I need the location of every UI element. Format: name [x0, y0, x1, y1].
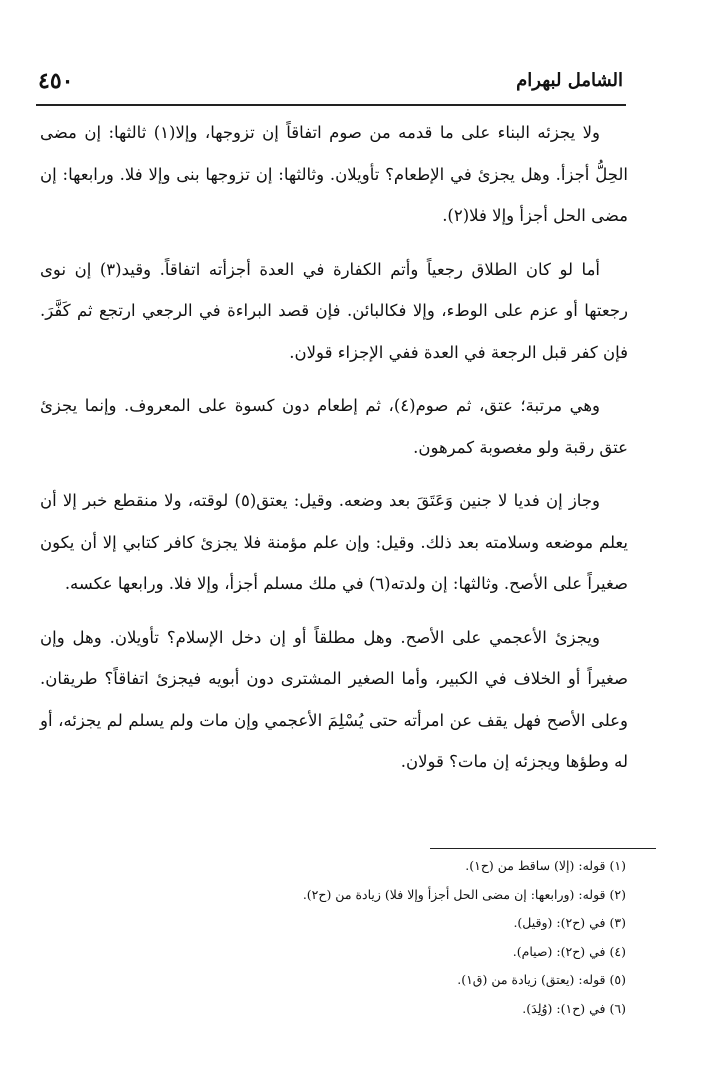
running-header	[38, 62, 623, 102]
paragraph-3: وهي مرتبة؛ عتق، ثم صوم(٤)، ثم إطعام دون كسوة على المعروف. وإنما يجزئ عتق رقبة ولو مغصوبة كمرهون.	[40, 396, 628, 457]
footnote-divider	[430, 848, 656, 849]
footnote-5: (٥) قوله: (يعتق) زيادة من (ق١).	[457, 972, 626, 987]
main-text	[40, 112, 628, 795]
footnote-4: (٤) في (ح٢): (صيام).	[512, 943, 626, 959]
paragraph-4: وجاز إن فديا لا جنين وَعَتَقَ بعد وضعه. وقيل: يعتق(٥) لوقته، ولا منقطع خبر إلا أن يعلم موضعه وسلامته بعد ذلك. وقيل: وإن علم مؤمنة فلا يجزئ كافر كتابي إلا أن يكون صغيراً على الأصح. وثالثها: إن ولدته(٦) في ملك مسلم أجزأ، وإلا فلا. ورابعها عكسه.	[40, 491, 628, 593]
footnote-6: (٦) في (ح١): (وُلِدَ).	[522, 1000, 626, 1016]
footnote-2: (٢) قوله: (ورابعها: إن مضى الحل أجزأ وإلا فلا) زيادة من (ح٢).	[302, 886, 626, 902]
paragraph-1: ولا يجزئه البناء على ما قدمه من صوم اتفاقاً إن تزوجها، وإلا(١) ثالثها: إن مضى الحِلُّ أجزأ. وهل يجزئ في الإطعام؟ تأويلان. وثالثها: إن تزوجها بنى وإلا فلا. ورابعها: إن مضى الحل أجزأ وإلا فلا(٢).	[40, 123, 628, 225]
header-divider	[36, 104, 626, 106]
book-title: الشامل لبهرام	[516, 70, 623, 91]
footnotes	[40, 852, 626, 1023]
paragraph-2: أما لو كان الطلاق رجعياً وأتم الكفارة في العدة أجزأته اتفاقاً. وقيد(٣) إن نوى رجعتها أو عزم على الوطء، وإلا فكالبائن. فإن قصد البراءة في الرجعي ارتجع ثم كَفَّرَ. فإن كفر قبل الرجعة في العدة ففي الإجزاء قولان.	[40, 259, 628, 362]
paragraph-5: ويجزئ الأعجمي على الأصح. وهل مطلقاً أو إن دخل الإسلام؟ تأويلان. وهل وإن صغيراً أو الخلاف في الكبير، وأما الصغير المشترى دون أبويه فيجزئ اتفاقاً؟ طريقان. وعلى الأصح فهل يقف عن امرأته حتى يُسْلِمَ الأعجمي وإن مات ولم يسلم لم يجزئه، أو له وطؤها ويجزئه إن مات؟ قولان.	[40, 627, 628, 771]
page-number: ٤٥٠	[38, 68, 74, 94]
footnote-1: (١) قوله: (إلا) ساقط من (ح١).	[465, 858, 626, 873]
footnote-3: (٣) في (ح٢): (وقيل).	[513, 915, 626, 930]
